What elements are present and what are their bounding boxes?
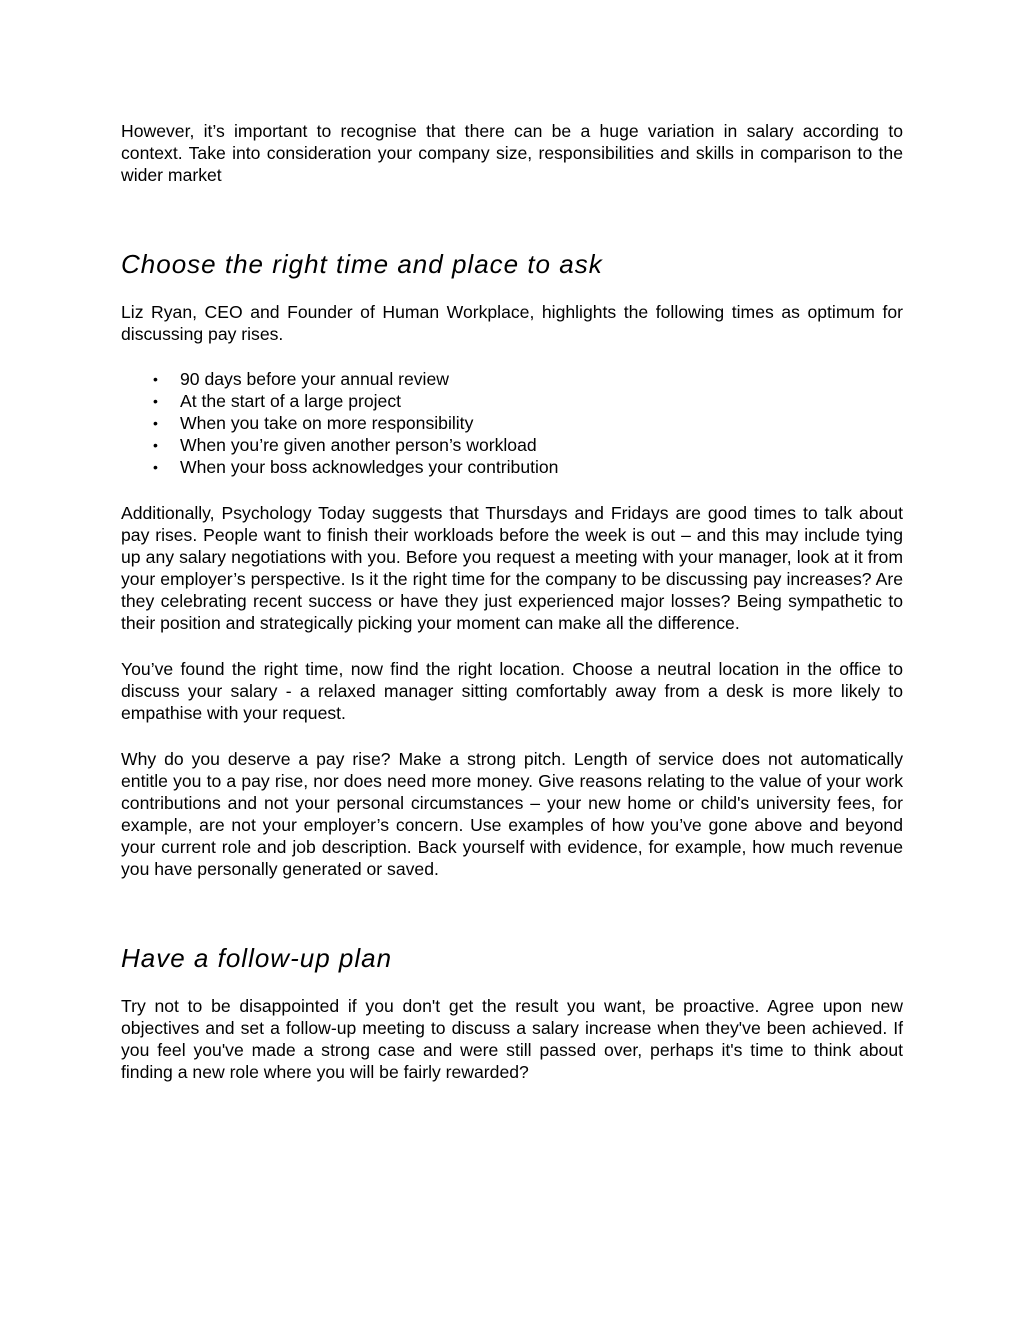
bullet-icon: •	[153, 371, 158, 387]
list-item	[121, 368, 903, 390]
list-item	[121, 434, 903, 456]
bullet-icon: •	[153, 459, 158, 475]
list-item	[121, 412, 903, 434]
list-item	[121, 456, 903, 478]
bullet-icon: •	[153, 393, 158, 409]
list-item	[121, 390, 903, 412]
list-item-text: When your boss acknowledges your contribution	[180, 457, 559, 477]
section-heading-follow-up: Have a follow-up plan	[121, 943, 393, 973]
document-page	[121, 120, 903, 1083]
location-paragraph: You’ve found the right time, now find the right location. Choose a neutral location in the office to discuss your salary - a relaxed manager sitting comfortably away from a desk is more likely to empathise with your request.	[121, 659, 903, 723]
timing-lead-paragraph: Liz Ryan, CEO and Founder of Human Workplace, highlights the following times as optimum for discussing pay rises.	[121, 302, 903, 344]
bullet-icon: •	[153, 415, 158, 431]
list-item-text: 90 days before your annual review	[180, 369, 449, 389]
pitch-paragraph: Why do you deserve a pay rise? Make a strong pitch. Length of service does not automatically entitle you to a pay rise, nor does need more money. Give reasons relating to the value of your work contributions and not your personal circumstances – your new home or child's university fees, for example, are not your employer’s concern. Use examples of how you’ve gone above and beyond your current role and job description. Back yourself with evidence, for example, how much revenue you have personally generated or saved.	[121, 749, 903, 879]
follow-up-paragraph: Try not to be disappointed if you don't get the result you want, be proactive. Agree upon new objectives and set a follow-up meeting to discuss a salary increase when they've been achieved. If you feel you've made a strong case and were still passed over, perhaps it's time to think about finding a new role where you will be fairly rewarded?	[121, 996, 903, 1082]
bullet-icon: •	[153, 437, 158, 453]
timing-bullet-list	[121, 368, 903, 478]
list-item-text: When you take on more responsibility	[180, 413, 474, 433]
list-item-text: When you’re given another person’s workload	[180, 435, 537, 455]
list-item-text: At the start of a large project	[180, 391, 402, 411]
additionally-paragraph: Additionally, Psychology Today suggests that Thursdays and Fridays are good times to talk about pay rises. People want to finish their workloads before the week is out – and this may include tying up any salary negotiations with you. Before you request a meeting with your manager, look at it from your employer’s perspective. Is it the right time for the company to be discussing pay increases? Are they celebrating recent success or have they just experienced major losses? Being sympathetic to their position and strategically picking your moment can make all the difference.	[121, 503, 903, 633]
section-heading-timing: Choose the right time and place to ask	[121, 249, 603, 279]
intro-paragraph: However, it’s important to recognise that there can be a huge variation in salary according to context. Take into consideration your company size, responsibilities and skills in comparison to the wider market	[121, 121, 903, 185]
